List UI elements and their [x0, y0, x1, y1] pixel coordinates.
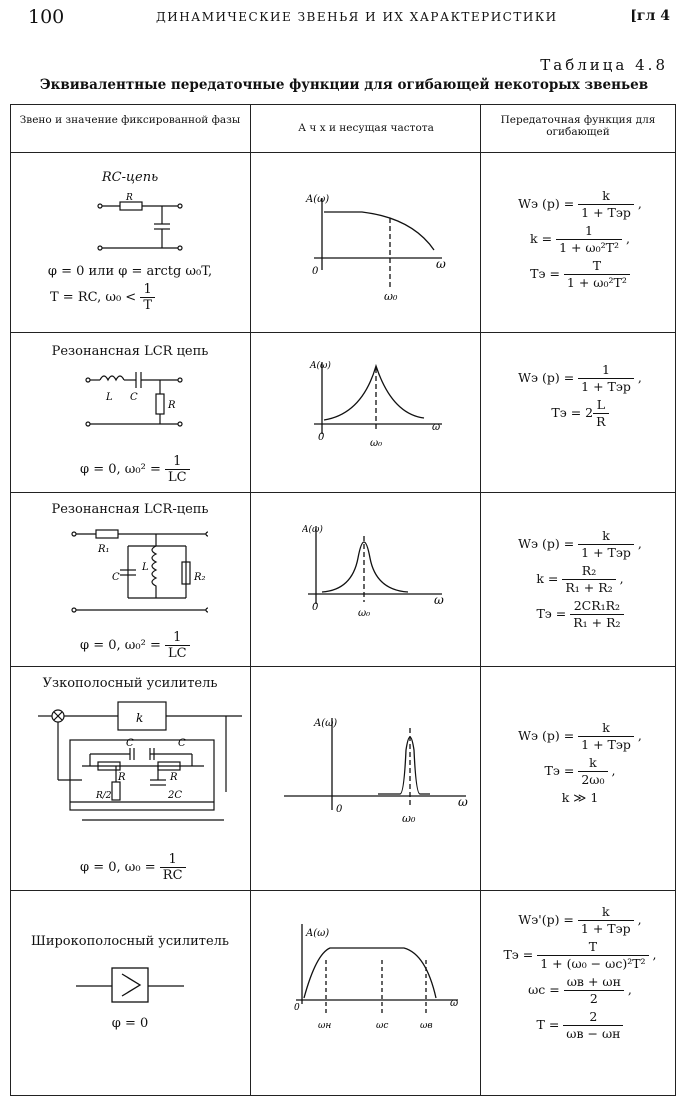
col-header-tf: Передаточная функция для огибающей [500, 114, 656, 138]
row2-name: Резонансная LCR цепь [51, 344, 209, 359]
svg-text:C: C [112, 572, 120, 583]
svg-text:R₁: R₁ [98, 544, 110, 555]
row1-afc-plot [302, 188, 452, 308]
table-number: Таблица 4.8 [540, 56, 668, 74]
col-header-link: Звено и значение фиксированной фазы [19, 114, 241, 126]
row1-name: RC-цепь [101, 170, 159, 185]
svg-text:ω: ω [434, 593, 444, 607]
row3-formulas: Wэ (p) = $\frac{k}{\text{1 + Tэp}}$ , k = $\frac{\text{R₂}}{\text{R₁ + R₂}}$ , Tэ = $\frac{\text{2CR₁R₂}}{\text{R₁ + R₂}}$ [518, 528, 642, 630]
svg-text:L: L [106, 392, 113, 403]
svg-text:ω₀: ω₀ [370, 438, 383, 449]
svg-text:ω₀: ω₀ [402, 812, 416, 825]
svg-text:k: k [136, 711, 144, 725]
table-title: Эквивалентные передаточные функции для огибающей некоторых звеньев [39, 77, 649, 93]
row5-name: Широкополосный усилитель [30, 934, 229, 949]
row3-afc-plot [302, 518, 452, 628]
row2-formulas: Wэ (p) = $\frac{1}{\text{1 + Tэp}}$ , Tэ = 2 $\frac{L}{R}$ [518, 362, 642, 429]
svg-text:R: R [168, 400, 176, 411]
svg-text:R₂: R₂ [194, 572, 206, 583]
row3-phase: φ = 0, ω₀² = $\frac{1}{LC}$ [80, 630, 190, 661]
row4-afc-plot [278, 710, 478, 830]
svg-text:R: R [118, 772, 126, 783]
svg-text:ω: ω [450, 998, 459, 1009]
svg-text:C: C [130, 392, 138, 403]
chapter-marker: [гл 4 [630, 8, 670, 24]
lcr-series-circuit [80, 366, 190, 436]
svg-text:ω₀: ω₀ [384, 290, 398, 303]
svg-text:A(ω): A(ω) [302, 525, 323, 535]
page-number: 100 [28, 6, 65, 28]
row2-afc-plot [302, 354, 452, 454]
lcr-parallel-circuit [68, 522, 208, 622]
rc-circuit-diagram [90, 192, 190, 262]
svg-text:ωв: ωв [420, 1021, 433, 1031]
svg-text:0: 0 [336, 804, 343, 815]
row5-phase: φ = 0 [111, 1016, 149, 1031]
row4-phase: φ = 0, ω₀ = $\frac{1}{RC}$ [80, 852, 186, 883]
row1-formulas: Wэ (p) = $\frac{k}{\text{1 + Tэp}}$ , k = $\frac{1}{\text{1 + ω₀²T²}}$ , Tэ = $\frac{T}{\text{1 + ω₀²T²}}$ [518, 188, 642, 290]
svg-text:C: C [126, 738, 134, 749]
svg-text:ω: ω [458, 795, 468, 809]
data-table [10, 104, 676, 1096]
row3-name: Резонансная LCR-цепь [51, 502, 209, 517]
row5-afc-plot [286, 904, 466, 1034]
col-header-afc: А ч х и несущая частота [298, 122, 434, 134]
row1-phase-cond: T = RC, ω₀ < $\frac{1}{T}$ [50, 282, 155, 313]
row4-formulas: Wэ (p) = $\frac{k}{\text{1 + Tэp}}$ , Tэ = $\frac{k}{\text{2ω₀}}$ , k ≫ 1 [518, 720, 642, 805]
svg-text:C: C [178, 738, 186, 749]
svg-text:R: R [170, 772, 178, 783]
svg-text:2C: 2C [168, 790, 183, 801]
svg-text:ωн: ωн [318, 1021, 332, 1031]
row1-phase: φ = 0 или φ = arctg ω₀T, [47, 264, 213, 279]
svg-text:R: R [126, 193, 133, 203]
row2-phase: φ = 0, ω₀² = $\frac{1}{LC}$ [80, 454, 190, 485]
svg-text:ωс: ωс [376, 1021, 389, 1031]
svg-text:L: L [142, 562, 149, 573]
svg-text:ω: ω [436, 257, 446, 271]
svg-text:0: 0 [312, 266, 319, 277]
wideband-amp-symbol [76, 962, 186, 1010]
narrowband-amp-diagram [34, 698, 246, 838]
svg-text:A(ω): A(ω) [306, 194, 330, 205]
svg-text:ω₀: ω₀ [358, 608, 371, 619]
page-header [28, 6, 670, 32]
svg-text:A(ω): A(ω) [306, 928, 330, 939]
svg-text:R/2: R/2 [96, 791, 112, 801]
svg-text:A(ω): A(ω) [310, 361, 331, 371]
row4-name: Узкополосный усилитель [42, 676, 218, 691]
running-title: ДИНАМИЧЕСКИЕ ЗВЕНЬЯ И ИХ ХАРАКТЕРИСТИКИ [156, 10, 558, 24]
row5-formulas: Wэ'(p) = $\frac{k}{\text{1 + Tэp}}$ , Tэ = $\frac{T}{\text{1 + (ω₀ − ωс)²T²}}$ , ωс = $\frac{\omega в + \omega н}{2}$ , T = $\frac{2}{\omega в - \omega н}$ [503, 904, 657, 1041]
svg-text:ω: ω [432, 422, 441, 433]
svg-text:0: 0 [312, 602, 319, 613]
svg-text:A(ω): A(ω) [314, 718, 338, 729]
svg-text:0: 0 [294, 1003, 300, 1013]
svg-text:0: 0 [318, 432, 325, 443]
